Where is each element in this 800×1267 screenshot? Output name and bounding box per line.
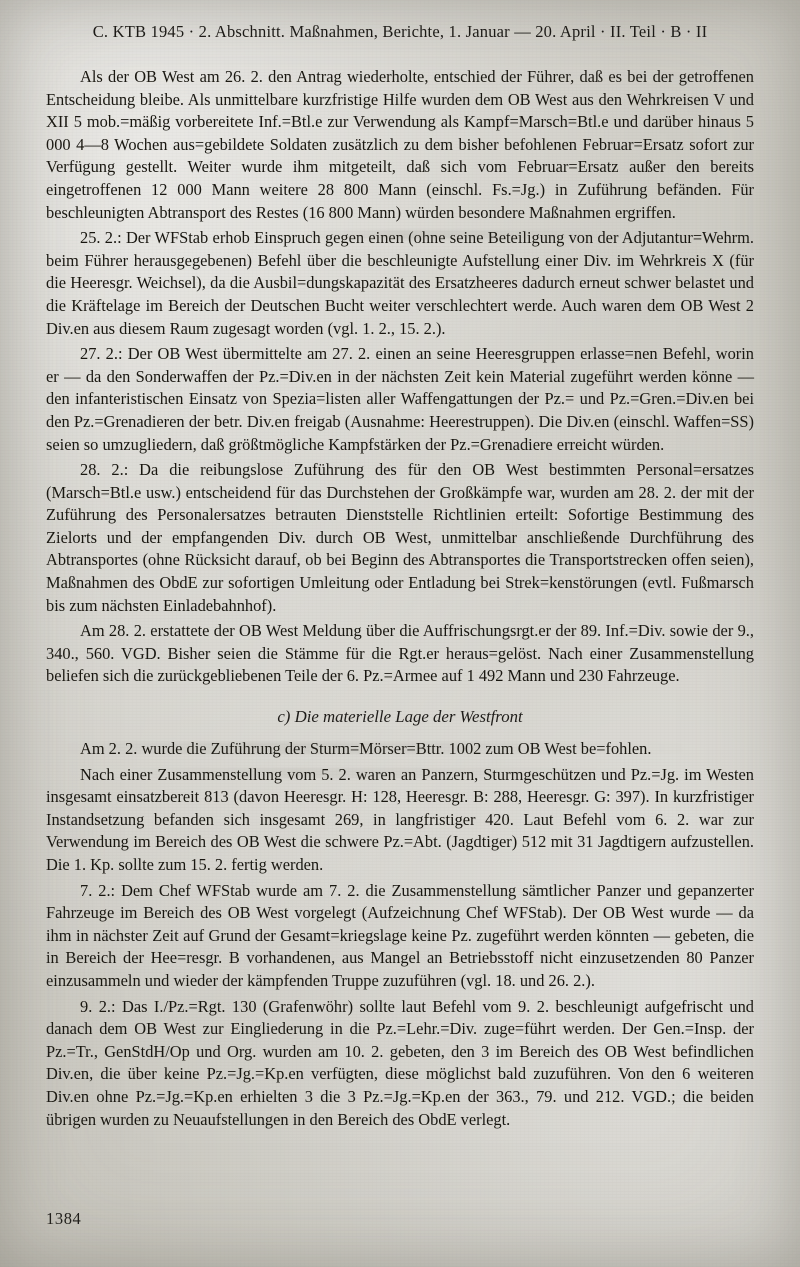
paragraph-5: Am 28. 2. erstattete der OB West Meldung über die Auffrischungsrgt.er der 89. Inf.=Div. sowie der 9., 340., 560. VGD. Bisher seien die Stämme für die Rgt.er heraus=gelöst. Nach einer Zusammenstellung beliefen sich die zurückgebliebenen Teile der 6. Pz.=Armee auf 1 492 Mann und 230 Fahrzeuge. <box>46 621 754 686</box>
paragraph-7: Nach einer Zusammenstellung vom 5. 2. waren an Panzern, Sturmgeschützen und Pz.=Jg. im Westen insgesamt einsatzbereit 813 (davon Heeresgr. H: 128, Heeresgr. B: 288, Heeresgr. G: 397). In kurzfristiger Instandsetzung befanden sich insgesamt 269, in langfristiger 420. Laut Befehl vom 6. 2. war zur Verwendung im Bereich des OB West die schwere Pz.=Abt. (Jagdtiger) 512 mit 31 Jagdtigern aufzustellen. Die 1. Kp. sollte zum 15. 2. fertig werden. <box>46 764 754 874</box>
paragraph-6: Am 2. 2. wurde die Zuführung der Sturm=Mörser=Bttr. 1002 zum OB West be=fohlen. <box>80 739 652 759</box>
body-text-column <box>46 66 754 1131</box>
paragraph-3: 27. 2.: Der OB West übermittelte am 27. 2. einen an seine Heeresgruppen erlasse=nen Befehl, worin er — da den Sonderwaffen der Pz.=Div.en in der nächsten Zeit kein Material zugeführt werden könne — den infanteristischen Einsatz von Spezia=listen aller Waffengattungen der Pz.= und Pz.=Gren.=Div.en bei den Pz.=Grenadieren der betr. Div.en freigab (Ausnahme: Heerestruppen). Die Div.en (einschl. Waffen=SS) seien so umzugliedern, daß größtmögliche Kampfstärken der Pz.=Grenadiere erreicht würden. <box>46 344 754 454</box>
running-head: C. KTB 1945 · 2. Abschnitt. Maßnahmen, Berichte, 1. Januar — 20. April · II. Teil · B · II <box>92 22 708 41</box>
page-number: 1384 <box>46 1209 82 1228</box>
paragraph-4: 28. 2.: Da die reibungslose Zuführung des für den OB West bestimmten Personal=ersatzes (Marsch=Btl.e usw.) entscheidend für das Durchstehen der Großkämpfe war, wurden am 28. 2. der mit der Zuführung des Personalersatzes betrauten Dienststelle Richtlinien erteilt: Sofortige Bestimmung des Zielorts und der empfangenden Div. durch OB West, unmittelbar anschließende Durchführung des Abtransportes (ohne Rücksicht darauf, ob bei Beginn des Abtransportes die Transportstrecken offen seien), Maßnahmen des ObdE zur sofortigen Umleitung oder Entladung bei Strek=kenstörungen (evtl. Fußmarsch bis zum nächsten Einladebahnhof). <box>46 460 754 615</box>
paragraph-8: 7. 2.: Dem Chef WFStab wurde am 7. 2. die Zusammenstellung sämtlicher Panzer und gepanzerter Fahrzeuge im Bereich des OB West vorgelegt (Aufzeichnung Chef WFStab). Der OB West wurde — da ihm in nächster Zeit auf Grund der Gesamt=kriegslage keine Pz. zugeführt werden könnten — gebeten, die in Bereich der Hee=resgr. B vorhandenen, aus Mangel an Betriebsstoff nicht einzusetzenden 80 Panzer einzusammeln und wieder der kämpfenden Truppe zuzuführen (vgl. 18. und 26. 2.). <box>46 880 754 990</box>
paragraph-1: Als der OB West am 26. 2. den Antrag wiederholte, entschied der Führer, daß es bei der getroffenen Entscheidung bleibe. Als unmittelbare kurzfristige Hilfe wurden dem OB West aus den Wehrkreisen V und XII 5 mob.=mäßig vorbereitete Inf.=Btl.e zur Verwendung als Kampf=Marsch=Btl.e und darüber hinaus 5 000 4—8 Wochen aus=gebildete Soldaten zusätzlich zu dem bisher befohlenen Februar=Ersatz sofort zur Verfügung gestellt. Weiter wurde ihm mitgeteilt, daß sich vom Februar=Ersatz außer den bereits eingetroffenen 12 000 Mann weitere 28 800 Mann (einschl. Fs.=Jg.) in Zuführung befänden. Für beschleunigten Abtransport des Restes (16 800 Mann) würden besondere Maßnahmen ergriffen. <box>46 67 754 222</box>
section-heading: c) Die materielle Lage der Westfront <box>277 707 523 727</box>
paragraph-2: 25. 2.: Der WFStab erhob Einspruch gegen einen (ohne seine Beteiligung von der Adjutantur=Wehrm. beim Führer herausgegebenen) Befehl über die beschleunigte Aufstellung einer Div. im Wehrkreis X (für die Heeresgr. Weichsel), da die Ausbil=dungskapazität des Ersatzheeres dadurch erneut schwer belastet und die Kräftelage im Bereich der Deutschen Bucht weiter verschlechtert werde. Auch waren dem OB West 2 Div.en aus diesem Raum zugesagt worden (vgl. 1. 2., 15. 2.). <box>46 228 754 338</box>
paragraph-9: 9. 2.: Das I./Pz.=Rgt. 130 (Grafenwöhr) sollte laut Befehl vom 9. 2. beschleunigt aufgefrischt und danach dem OB West zur Eingliederung in die Pz.=Lehr.=Div. zuge=führt werden. Der Gen.=Insp. der Pz.=Tr., GenStdH/Op und Org. wurden am 10. 2. gebeten, den 3 im Bereich des OB West befindlichen Div.en, die über keine Pz.=Jg.=Kp.en verfügten, diese möglichst bald zuzuführen. Von den 6 weiteren Div.en ohne Pz.=Jg.=Kp.en erhielten 3 die 3 Pz.=Jg.=Kp.en der 363., 79. und 212. VGD.; die beiden übrigen wurden zu Neuaufstellungen in den Bereich des ObdE verlegt. <box>46 996 754 1129</box>
